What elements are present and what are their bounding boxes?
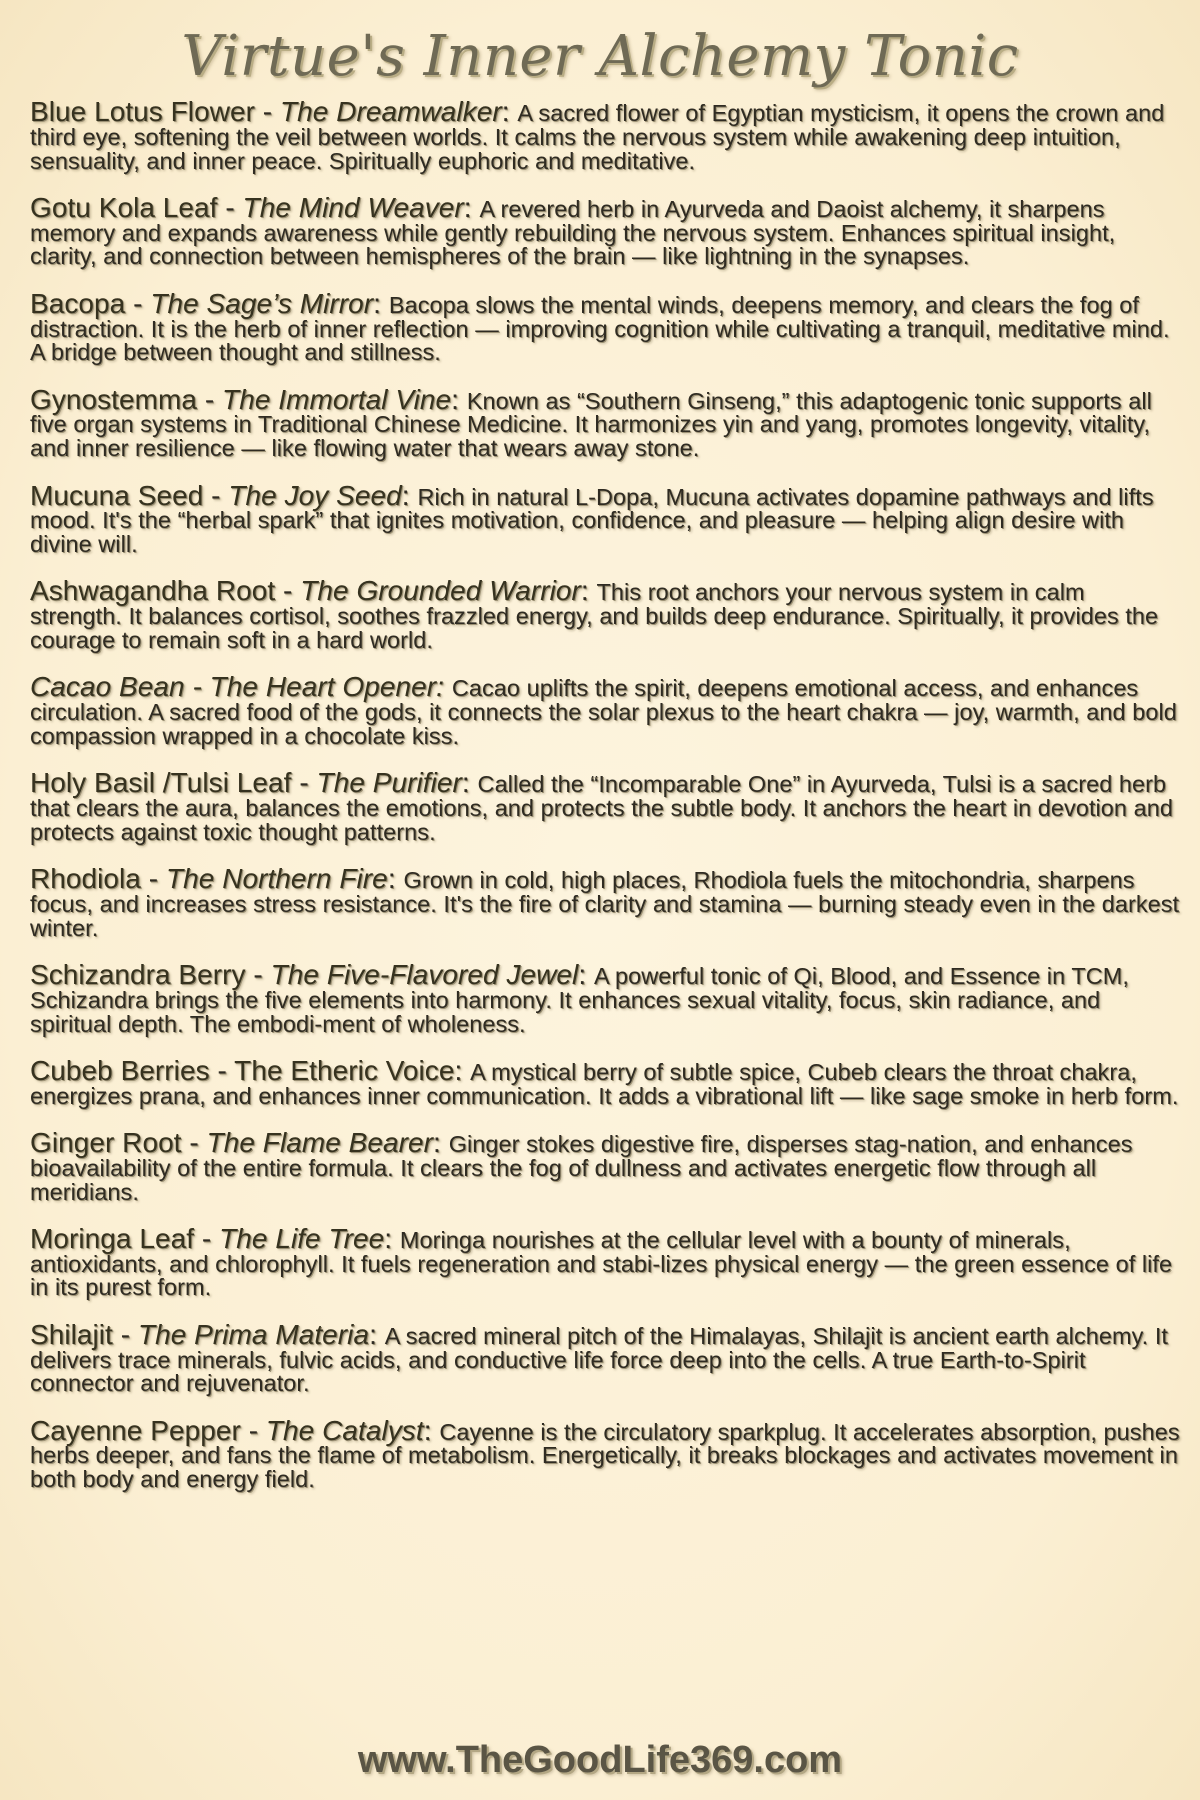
ingredient-description: Rich in natural L-Dopa, Mucuna activates dopamine pathways and lifts mood. It's the “herbal spark” that ignites motivation, confidence, and pleasure — helping align desire with divine will.	[30, 483, 1154, 558]
ingredient-description: A revered herb in Ayurveda and Daoist alchemy, it sharpens memory and expands awareness while gently rebuilding the nervous system. Enhances spiritual insight, clarity, and connection between hemispheres of the brain — like lightning in the synapses.	[30, 195, 1116, 270]
ingredient-entry	[30, 191, 1180, 270]
ingredient-epithet: The Five-Flavored Jewel	[270, 959, 579, 991]
colon: :	[387, 863, 404, 895]
ingredient-epithet: The Life Tree	[219, 1222, 385, 1254]
ingredient-entry	[30, 479, 1180, 558]
separator: -	[197, 383, 223, 415]
ingredient-entry	[30, 287, 1180, 366]
colon: :	[461, 767, 478, 799]
colon: :	[578, 959, 594, 991]
colon: :	[463, 191, 480, 223]
ingredient-name: Bacopa	[30, 287, 126, 319]
ingredient-epithet: The Catalyst	[265, 1414, 424, 1446]
ingredient-epithet: The Mind Weaver	[242, 191, 464, 223]
ingredient-list	[30, 96, 1180, 1515]
separator: -	[184, 671, 210, 703]
ingredient-description: Grown in cold, high places, Rhodiola fuels the mitochondria, sharpens focus, and increases stress resistance. It's the fire of clarity and stamina — burning steady even in the darkest winter.	[30, 867, 1180, 941]
colon: :	[580, 575, 597, 607]
colon: :	[423, 1414, 440, 1446]
ingredient-epithet: The Joy Seed	[228, 479, 402, 511]
separator: -	[240, 1414, 266, 1446]
ingredient-name: Cayenne Pepper	[30, 1414, 241, 1446]
ingredient-epithet: The Grounded Warrior	[300, 575, 581, 607]
colon	[444, 671, 452, 702]
colon: :	[401, 479, 418, 511]
ingredient-entry	[30, 1054, 1180, 1109]
ingredient-epithet: The Etheric Voice	[234, 1054, 455, 1086]
colon: :	[501, 96, 518, 127]
ingredient-description: Cacao uplifts the spirit, deepens emotional access, and enhances circulation. A sacred food of the gods, it connects the solar plexus to the heart chakra — joy, warmth, and bold compassion wrapped in a chocolate kiss.	[30, 675, 1177, 749]
ingredient-name: Moringa Leaf	[30, 1222, 195, 1254]
ingredient-description: Bacopa slows the mental winds, deepens memory, and clears the fog of distraction. It is the herb of inner reflection — improving cognition while cultivating a tranquil, meditative mind. A bridge between thought and stillness.	[30, 291, 1170, 366]
separator: -	[112, 1318, 138, 1350]
ingredient-epithet: The Purifier	[316, 767, 462, 799]
ingredient-epithet: The Prima Materia	[137, 1318, 370, 1350]
ingredient-description: A powerful tonic of Qi, Blood, and Essence in TCM, Schizandra brings the five elements into harmony. It enhances sexual vitality, focus, skin radiance, and spiritual depth. The embodi-ment of wholeness.	[30, 963, 1129, 1037]
ingredient-entry	[30, 959, 1180, 1037]
separator: -	[217, 191, 243, 223]
separator: -	[254, 96, 281, 127]
ingredient-epithet: The Immortal Vine	[222, 383, 452, 415]
colon: :	[454, 1054, 471, 1086]
ingredient-name: Mucuna Seed	[30, 479, 204, 511]
ingredient-description: This root anchors your nervous system in calm strength. It balances cortisol, soothes frazzled energy, and builds deep endurance. Spiritually, it provides the courage to remain soft in a hard world.	[30, 579, 1159, 654]
ingredient-entry	[30, 767, 1180, 845]
ingredient-epithet: The Heart Opener:	[209, 671, 444, 703]
ingredient-entry	[30, 1414, 1180, 1493]
ingredient-description: Moringa nourishes at the cellular level with a bounty of minerals, antioxidants, and chlorophyll. It fuels regeneration and stabi-lizes physical energy — the green essence of life in its purest form.	[30, 1226, 1173, 1301]
separator: -	[209, 1054, 235, 1086]
ingredient-description: A sacred flower of Egyptian mysticism, it opens the crown and third eye, softening the veil between worlds. It calms the nervous system while awakening deep intuition, sensuality, and inner peace. Spiritually euphoric and meditative.	[30, 100, 1165, 174]
ingredient-description: Known as “Southern Ginseng,” this adaptogenic tonic supports all five organ systems in Traditional Chinese Medicine. It harmonizes yin and yang, promotes longevity, vitality, and inner resilience — like flowing water that wears away stone.	[30, 387, 1152, 462]
ingredient-name: Shilajit	[30, 1318, 113, 1350]
separator: -	[125, 287, 151, 319]
ingredient-description: Ginger stokes digestive fire, disperses stag-nation, and enhances bioavailability of the entire formula. It clears the fog of dullness and activates energetic flow through all meridians.	[30, 1131, 1133, 1205]
separator: -	[275, 575, 301, 607]
page-title: Virtue's Inner Alchemy Tonic	[181, 24, 1019, 89]
colon: :	[373, 287, 389, 319]
separator: -	[181, 1127, 207, 1158]
ingredient-epithet: The Dreamwalker	[280, 96, 502, 127]
ingredient-epithet: The Northern Fire	[165, 863, 388, 895]
ingredient-entry	[30, 1318, 1180, 1397]
colon: :	[451, 383, 467, 415]
ingredient-name: Rhodiola	[30, 863, 141, 895]
ingredient-description: Called the “Incomparable One” in Ayurveda, Tulsi is a sacred herb that clears the aura, balances the emotions, and protects the subtle body. It anchors the heart in devotion and protects against toxic thought patterns.	[30, 771, 1173, 845]
separator: -	[203, 479, 229, 511]
ingredient-entry	[30, 671, 1180, 749]
ingredient-description: Cayenne is the circulatory sparkplug. It accelerates absorption, pushes herbs deeper, and fans the flame of metabolism. Energetically, it breaks blockages and activates movement in both body and energy field.	[30, 1418, 1180, 1493]
ingredient-entry	[30, 1127, 1180, 1205]
ingredient-entry	[30, 383, 1180, 462]
ingredient-name: Schizandra Berry	[30, 959, 246, 991]
ingredient-name: Gynostemma	[30, 383, 197, 415]
separator: -	[140, 863, 166, 895]
separator: -	[194, 1222, 220, 1254]
website-url: www.TheGoodLife369.com	[357, 1739, 843, 1781]
colon: :	[384, 1222, 400, 1254]
ingredient-epithet: The Flame Bearer	[206, 1127, 434, 1158]
colon: :	[369, 1318, 385, 1350]
ingredient-name: Cubeb Berries	[30, 1054, 210, 1086]
ingredient-name: Cacao Bean	[30, 671, 185, 703]
ingredient-name: Holy Basil /Tulsi Leaf	[30, 767, 292, 799]
ingredient-name: Ashwagandha Root	[30, 575, 276, 607]
ingredient-description: A mystical berry of subtle spice, Cubeb clears the throat chakra, energizes prana, and enhances inner communication. It adds a vibrational lift — like sage smoke in herb form.	[30, 1058, 1179, 1109]
colon: :	[433, 1127, 449, 1158]
separator: -	[291, 767, 317, 799]
ingredient-epithet: The Sage’s Mirror	[150, 287, 374, 319]
ingredient-name: Blue Lotus Flower	[30, 96, 255, 127]
ingredient-entry	[30, 863, 1180, 941]
ingredient-name: Ginger Root	[30, 1127, 182, 1158]
ingredient-description: A sacred mineral pitch of the Himalayas, Shilajit is ancient earth alchemy. It delivers trace minerals, fulvic acids, and conductive life force deep into the cells. A true Earth-to-Spirit connector and rejuvenator.	[30, 1322, 1168, 1397]
ingredient-name: Gotu Kola Leaf	[30, 191, 218, 223]
separator: -	[245, 959, 271, 991]
ingredient-entry	[30, 575, 1180, 654]
ingredient-entry	[30, 96, 1180, 174]
ingredient-entry	[30, 1222, 1180, 1301]
